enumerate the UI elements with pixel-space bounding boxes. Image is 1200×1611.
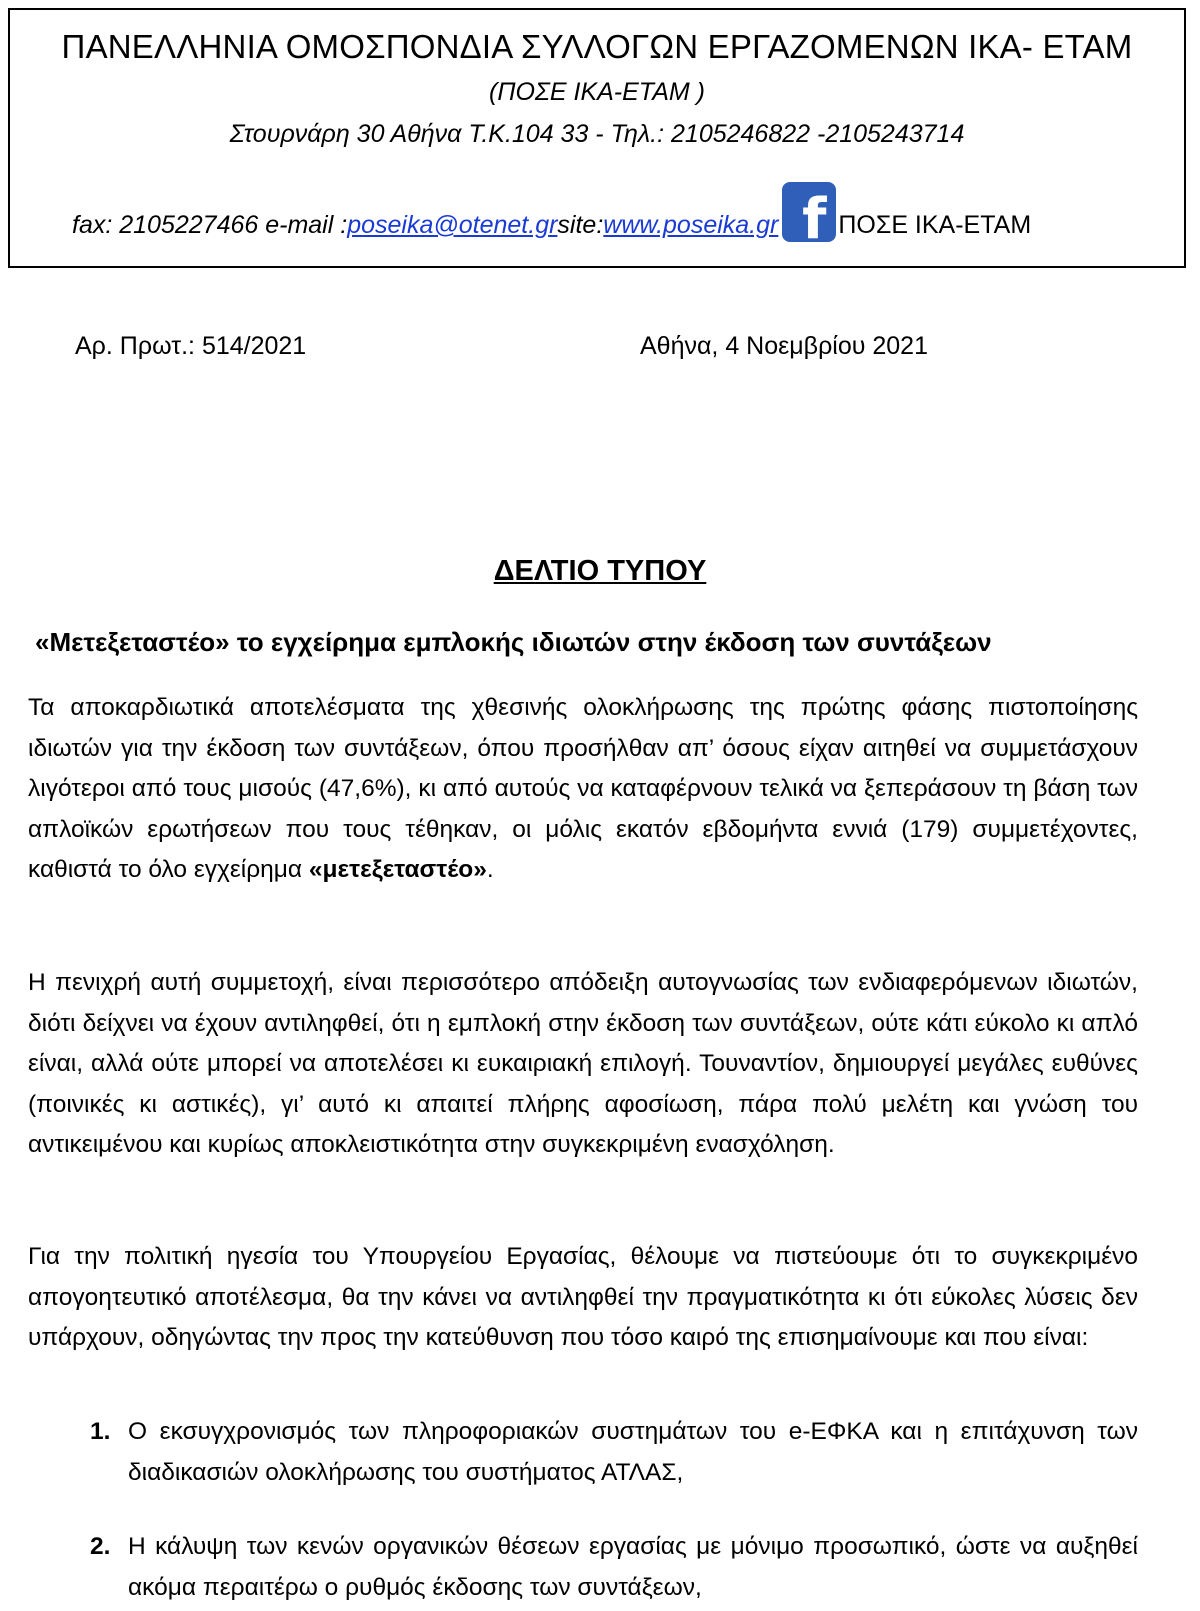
paragraph-3: Για την πολιτική ηγεσία του Υπουργείου Εργασίας, θέλουμε να πιστεύουμε ότι το συγκεκριμένο απογοητευτικό αποτέλεσμα, θα την κάνει να αντιληφθεί την πραγματικότητα κι ότι εύκολες λύσεις δεν υπάρχουν, οδηγώντας την προς την κατεύθυνση που τόσο καιρό της επισημαίνουμε και που είναι: (28, 1243, 1138, 1351)
list-item (90, 1527, 1138, 1608)
emphasis-text: «μετεξεταστέο» (308, 856, 487, 883)
website-link[interactable]: www.poseika.gr (603, 211, 779, 239)
protocol-number: Αρ. Πρωτ.: 514/2021 (75, 332, 307, 360)
letterhead (8, 8, 1186, 268)
press-release-subtitle: «Μετεξεταστέο» το εγχείρημα εμπλοκής ιδιωτών στην έκδοση των συντάξεων (35, 627, 992, 657)
list-text: Ο εκσυγχρονισμός των πληροφοριακών συστημάτων του e-ΕΦΚΑ και η επιτάχυνση των διαδικασιών ολοκλήρωσης του συστήματος ΑΤΛΑΣ, (128, 1418, 1138, 1486)
email-link[interactable]: poseika@otenet.gr (347, 211, 558, 239)
list-number: 1. (90, 1418, 111, 1445)
organization-address: Στουρνάρη 30 Αθήνα Τ.Κ.104 33 - Τηλ.: 2105246822 -2105243714 (229, 120, 965, 148)
fax-email-label: fax: 2105227466 e-mail : (72, 211, 348, 239)
facebook-page-name: ΠΟΣΕ ΙΚΑ-ΕΤΑΜ (838, 211, 1032, 239)
organization-abbreviation: (ΠΟΣΕ ΙΚΑ-ΕΤΑΜ ) (489, 78, 705, 106)
facebook-icon[interactable]: f (782, 182, 836, 242)
list-number: 2. (90, 1533, 111, 1560)
organization-contacts (72, 180, 1031, 240)
press-release-title: ΔΕΛΤΙΟ ΤΥΠΟΥ (493, 555, 707, 587)
list-text: Η κάλυψη των κενών οργανικών θέσεων εργασίας με μόνιμο προσωπικό, ώστε να αυξηθεί ακόμα περαιτέρω ο ρυθμός έκδοσης των συντάξεων, (128, 1533, 1138, 1601)
organization-name: ΠΑΝΕΛΛΗΝΙΑ ΟΜΟΣΠΟΝΔΙΑ ΣΥΛΛΟΓΩΝ ΕΡΓΑΖΟΜΕΝΩΝ ΙΚΑ- ΕΤΑΜ (61, 28, 1133, 65)
paragraph-1: Τα αποκαρδιωτικά αποτελέσματα της χθεσινής ολοκλήρωσης της πρώτης φάσης πιστοποίησης ιδιωτών για την έκδοση των συντάξεων, όπου προσήλθαν απ’ όσους είχαν αιτηθεί να συμμετάσχουν λιγότεροι από τους μισούς (47,6%), κι από αυτούς να καταφέρνουν τελικά να ξεπεράσουν τη βάση των απλοϊκών ερωτήσεων που τους τέθηκαν, οι μόλις εκατόν εβδομήντα εννιά (179) συμμετέχοντες, καθιστά το όλο εγχείρημα «μετεξεταστέο». (28, 694, 1138, 883)
document-date: Αθήνα, 4 Νοεμβρίου 2021 (640, 332, 928, 360)
list-item (90, 1412, 1138, 1493)
paragraph-2: Η πενιχρή αυτή συμμετοχή, είναι περισσότερο απόδειξη αυτογνωσίας των ενδιαφερόμενων ιδιωτών, διότι δείχνει να έχουν αντιληφθεί, ότι η εμπλοκή στην έκδοση των συντάξεων, ούτε κάτι εύκολο κι απλό είναι, αλλά ούτε μπορεί να αποτελέσει κι ευκαιριακή επιλογή. Τουναντίον, δημιουργεί μεγάλες ευθύνες (ποινικές κι αστικές), γι’ αυτό κι απαιτεί πλήρης αφοσίωση, πάρα πολύ μελέτη και γνώση του αντικειμένου και κυρίως αποκλειστικότητα στην συγκεκριμένη ενασχόληση. (28, 969, 1138, 1158)
site-label: site: (557, 211, 604, 239)
